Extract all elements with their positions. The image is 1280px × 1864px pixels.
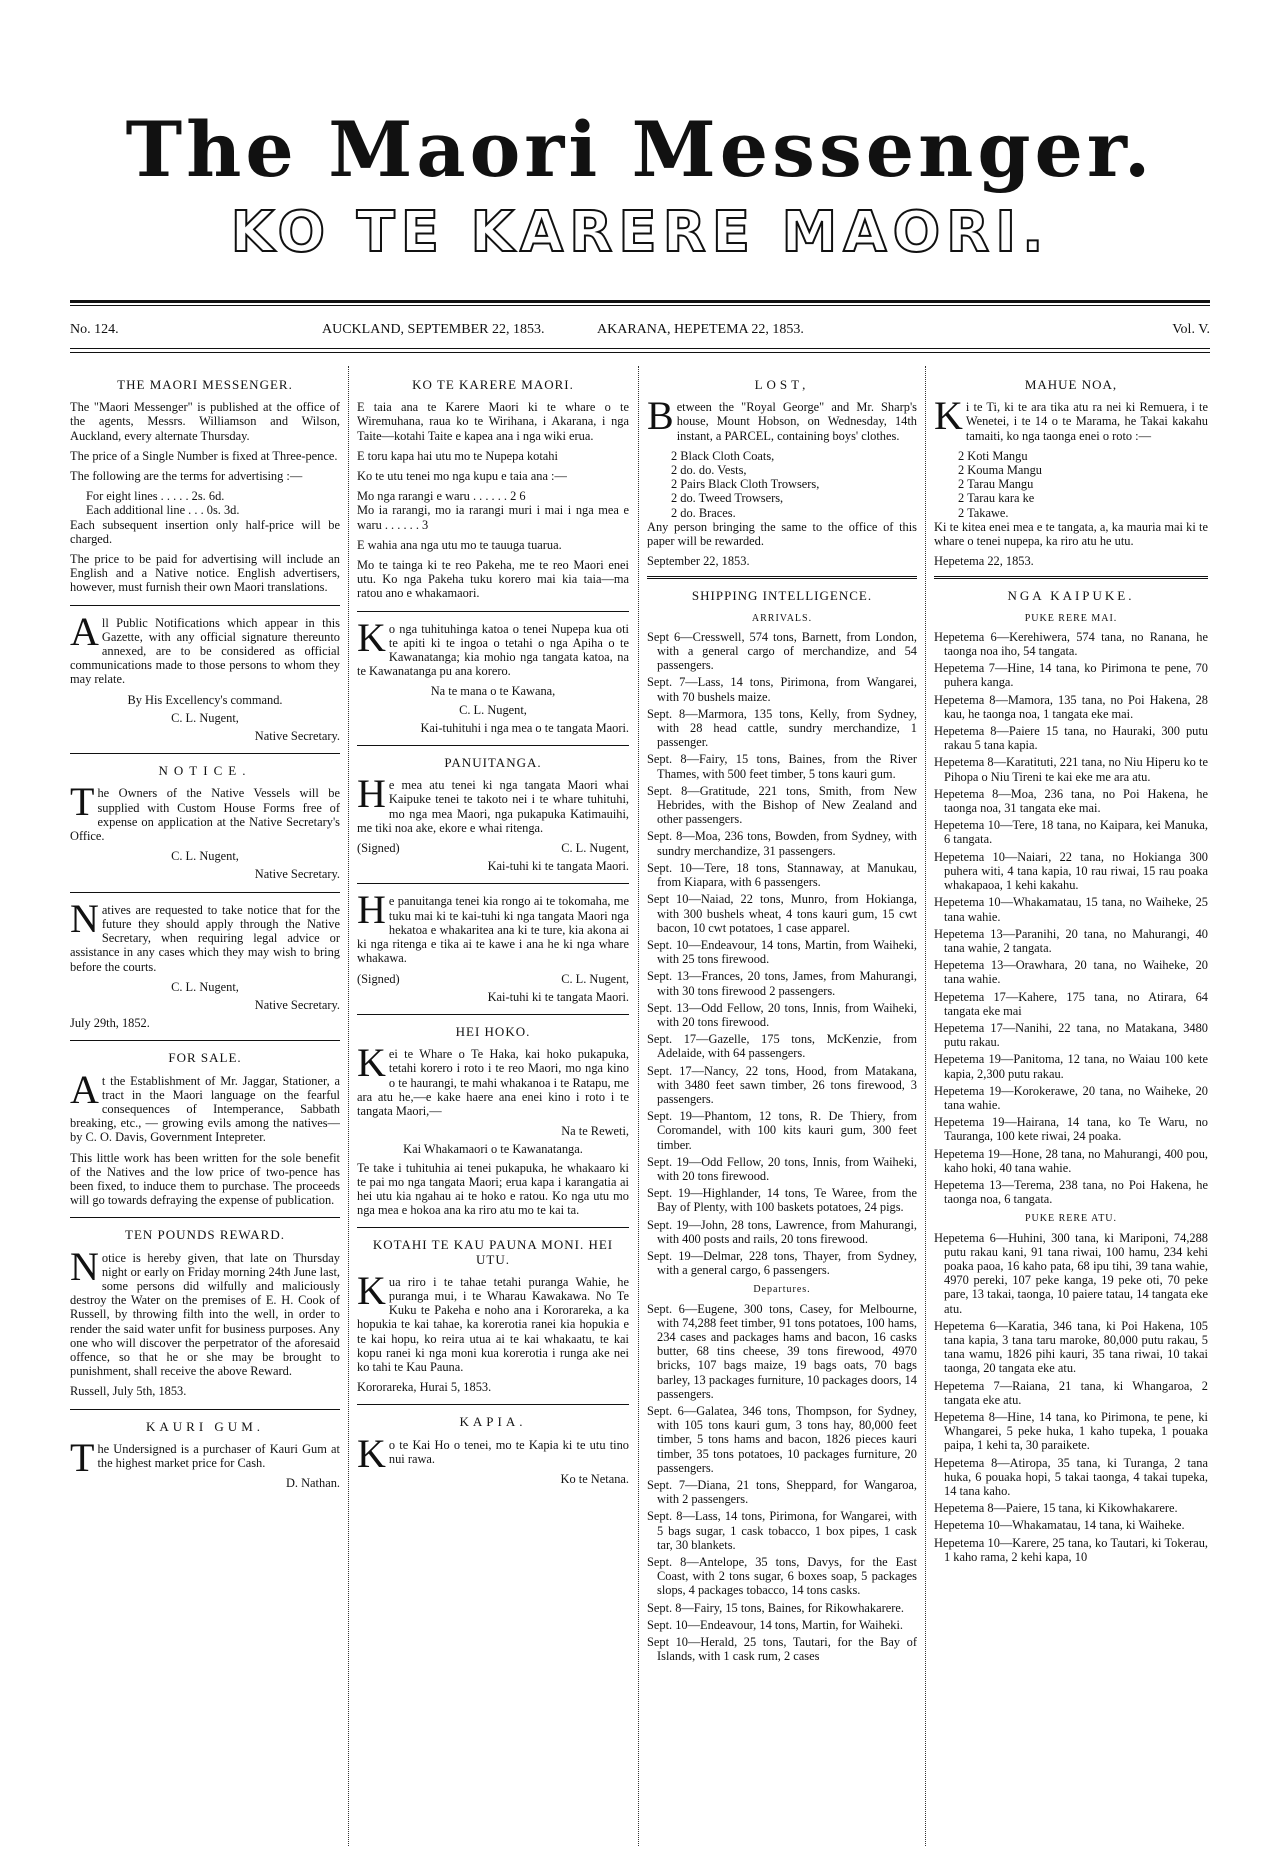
signature: C. L. Nugent, — [561, 841, 629, 856]
signature-title: Kai-tuhituhi i nga mea o te tangata Maori. — [420, 720, 629, 735]
rate-line: Mo nga rarangi e waru . . . . . . 2 6 — [357, 489, 526, 504]
masthead-rule-thin — [70, 305, 1210, 306]
signature-title: Kai-tuhi ki te tangata Maori. — [487, 859, 629, 874]
command-line: Na te mana o te Kawana, — [430, 684, 556, 699]
paragraph: Between the "Royal George" and Mr. Sharp's house, Mount Hobson, on Wednesday, 14th instant, a PARCEL, containing boys' clothes. — [647, 393, 917, 443]
paragraph: E taia ana te Karere Maori ki te whare o te Wiremuhana, raua ko te Wirihana, i Akarana, i nga Taite—kotahi Taite e kapea ana i nga wiki erua. — [357, 400, 629, 443]
heading-lost: LOST, — [754, 377, 810, 392]
date: July 29th, 1852. — [70, 1016, 150, 1031]
dateline-rule — [70, 348, 1210, 349]
paragraph: The price to be paid for advertising will include an English and a Native notice. English advertisers, however, must furnish their own Maori translations. — [70, 552, 340, 595]
dateline-rule-2 — [70, 352, 1210, 353]
column-separator — [638, 366, 639, 1846]
shipping-entry: Hepetema 8—Karatituti, 221 tana, no Niu Hiperu ko te Pihopa o Niu Tireni te kai eke me ara atu. — [934, 755, 1208, 784]
signature: C. L. Nugent, — [561, 971, 629, 986]
signed-label: (Signed) — [357, 841, 400, 856]
shipping-entry: Sept. 8—Moa, 236 tons, Bowden, from Sydney, with sundry merchandize, 31 passengers. — [647, 829, 917, 858]
shipping-entry: Hepetema 19—Korokerawe, 20 tana, no Waiheke, 20 tana wahie. — [934, 1083, 1208, 1112]
shipping-entry: Sept. 19—Delmar, 228 tons, Thayer, from Sydney, with a general cargo, 6 passengers. — [647, 1248, 917, 1278]
divider — [70, 753, 340, 754]
list-item: 2 Takawe. — [958, 505, 1009, 520]
volume-number: Vol. V. — [1172, 322, 1210, 337]
paragraph: Each subsequent insertion only half-price will be charged. — [70, 517, 340, 546]
divider — [70, 1040, 340, 1041]
date: Russell, July 5th, 1853. — [70, 1384, 187, 1399]
shipping-entry: Sept. 17—Nancy, 22 tons, Hood, from Matakana, with 3480 feet sawn timber, 26 tons firewood, 3 passengers. — [647, 1063, 917, 1106]
signature: C. L. Nugent, — [171, 979, 239, 994]
paragraph: Kua riro i te tahae tetahi puranga Wahie, he puranga mui, i te Wharau Kawakawa. No Te Kuku te Pakeha e noho ana i Kororareka, a ka hopukia te kai tahae, ka korerotia ranei kia hopukia e te kai hopu, ko reira utua ai te kai whakaatu, te kai kopu ranei ki nga moni kua korerotia i runga ake nei ko tahi te Kau Pauna. — [357, 1267, 629, 1374]
list-item: 2 do. Tweed Trowsers, — [671, 491, 784, 506]
heading-hei-hoko: HEI HOKO. — [455, 1023, 531, 1039]
shipping-entry: Sept. 10—Endeavour, 14 tons, Martin, from Waiheki, with 25 tons firewood. — [647, 937, 917, 967]
paragraph: Notice is hereby given, that late on Thursday night or early on Friday morning 24th June last, some persons did wilfully and maliciously destroy the Water on the premises of E. H. Cook of Russell, by throwing filth into the well, in order to render the said water unfit for business purposes. Any one who will discover the perpetrator of the aforesaid offence, so that he or she may be brought to punishment, shall receive the above Reward. — [70, 1243, 340, 1379]
shipping-entry: Sept. 13—Odd Fellow, 20 tons, Innis, from Waiheki, with 20 tons firewood. — [647, 1000, 917, 1029]
rate-line: For eight lines . . . . . 2s. 6d. — [86, 489, 225, 504]
paragraph: Ki te kitea enei mea e te tangata, a, ka mauria mai ki te whare o tenei nupepa, ka riro atu he utu. — [934, 519, 1208, 549]
shipping-entry: Hepetema 10—Whakamatau, 14 tana, ki Waiheke. — [934, 1518, 1185, 1533]
paragraph: Ko nga tuhituhinga katoa o tenei Nupepa kua oti te apiti ki te ingoa o tetahi o nga Apiha o te Kawanatanga; kia mohio nga tangata katoa, na te Kawanatanga pu ana korero. — [357, 614, 629, 679]
departures-list — [934, 1231, 1208, 1564]
divider — [357, 883, 629, 884]
signature-row — [357, 841, 629, 855]
shipping-entry: Hepetema 6—Karatia, 346 tana, ki Poi Hakena, 105 tana kapia, 3 tana taru maroke, 80,000 putu rakau, 5 tana wamu, 1826 pihi kauri, 35 tana riwai, 10 takai taonga, 20 tangata eke atu. — [934, 1318, 1208, 1376]
signature-title: Kai-tuhi ki te tangata Maori. — [487, 989, 629, 1004]
shipping-entry: Hepetema 19—Hairana, 14 tana, ko Te Waru, no Tauranga, 100 kete riwai, 24 poaka. — [934, 1115, 1208, 1144]
subheading-arrivals: ARRIVALS. — [751, 612, 813, 624]
arrivals-list — [934, 630, 1208, 1207]
divider — [357, 745, 629, 746]
shipping-entry: Sept. 8—Marmora, 135 tons, Kelly, from Sydney, with 28 head cattle, sundry merchandize, 1 passenger. — [647, 706, 917, 750]
paragraph: Kei te Whare o Te Haka, kai hoko pukapuka, tetahi korero i roto i te reo Maori, mo nga kino o te haurangi, te mahi whakanoa i te Ratapu, me ara atu he,—e kake haere ana enei kino i roto i te tangata Maori,— — [357, 1040, 629, 1118]
shipping-entry: Sept. 8—Antelope, 35 tons, Davys, for the East Coast, with 2 tons sugar, 6 boxes soap, 5 packages slops, 4 packages tobacco, 14 tons casks. — [647, 1555, 917, 1598]
shipping-entry: Hepetema 8—Hine, 14 tana, ko Pirimona, te pene, ki Whangarei, 5 peke huka, 1 kaho tupeka, 1 pouaka paipa, 1 kehi ta, 30 paraikete. — [934, 1410, 1208, 1453]
divider — [934, 576, 1208, 579]
heading-for-sale: FOR SALE. — [168, 1050, 242, 1066]
paragraph: He mea atu tenei ki nga tangata Maori whai Kaipuke tenei te takoto nei i te whare tuhituhi, mo nga mea Maori, nga pukapuka Katimauihi, me tiki noa ake, ekore e whai ritenga. — [357, 771, 629, 835]
paragraph: Mo te tainga ki te reo Pakeha, me te reo Maori enei utu. Ko nga Pakeha tuku korero mai kia taia—ma ratou ano e whakamaori. — [357, 558, 629, 601]
shipping-entry: Sept. 8—Fairy, 15 tons, Baines, from the River Thames, with 500 feet timber, 5 tons kauri gum. — [647, 752, 917, 781]
signature: Na te Reweti, — [561, 1124, 629, 1139]
shipping-entry: Sept. 7—Diana, 21 tons, Sheppard, for Wangaroa, with 2 passengers. — [647, 1478, 917, 1507]
divider — [357, 611, 629, 612]
shipping-entry: Hepetema 6—Kerehiwera, 574 tana, no Ranana, he taonga noa iho, 54 tangata. — [934, 629, 1208, 659]
heading-kauri-gum: KAURI GUM. — [146, 1418, 264, 1434]
list-item: 2 Tarau kara ke — [958, 491, 1035, 506]
list-item: 2 Black Cloth Coats, — [671, 448, 775, 463]
list-item: 2 Tarau Mangu — [958, 477, 1034, 492]
subheading-arrivals: PUKE RERE MAI. — [1024, 612, 1118, 624]
shipping-entry: Hepetema 10—Whakamatau, 15 tana, no Waiheke, 25 tana wahie. — [934, 895, 1208, 924]
masthead-title: The Maori Messenger. — [125, 105, 1155, 194]
paragraph: E wahia ana nga utu mo te tauuga tuarua. — [357, 537, 562, 552]
date: Hepetema 22, 1853. — [934, 554, 1034, 569]
masthead-rule — [70, 300, 1210, 303]
column-2 — [357, 368, 629, 1490]
list-item: 2 do. Braces. — [671, 505, 736, 520]
divider — [357, 1404, 629, 1405]
signature-row — [357, 972, 629, 986]
shipping-entry: Sept. 13—Frances, 20 tons, James, from Mahurangi, with 30 tons firewood 2 passengers. — [647, 969, 917, 998]
date: Kororareka, Hurai 5, 1853. — [357, 1380, 492, 1395]
column-separator — [925, 366, 926, 1846]
heading-reward: TEN POUNDS REWARD. — [125, 1227, 285, 1243]
lost-items-list — [934, 449, 1208, 520]
signature-title: Native Secretary. — [254, 867, 340, 882]
rate-line: Mo ia rarangi, mo ia rarangi muri i mai i nga mea e waru . . . . . . 3 — [357, 503, 629, 532]
signed-label: (Signed) — [357, 971, 400, 986]
shipping-entry: Hepetema 10—Karere, 25 tana, ko Tautari, ki Tokerau, 1 kaho rama, 2 kehi kapa, 10 — [934, 1535, 1208, 1564]
shipping-entry: Hepetema 8—Paiere 15 tana, no Hauraki, 300 putu rakau 5 tana kapia. — [934, 724, 1208, 753]
divider — [647, 576, 917, 579]
shipping-entry: Hepetema 10—Naiari, 22 tana, no Hokianga 300 puhera witi, 4 tana kapia, 10 rau riwai, 15 rau poaka whakapaoa, 1 kehi kakahu. — [934, 849, 1208, 893]
signature-title: Native Secretary. — [254, 729, 340, 744]
list-item: 2 Kouma Mangu — [958, 463, 1042, 478]
shipping-entry: Sept 10—Naiad, 22 tons, Munro, from Hokianga, with 300 bushels wheat, 4 tons kauri gum, 15 cwt bacon, 10 cwt potatoes, 1 case apparel. — [647, 892, 917, 935]
shipping-entry: Hepetema 8—Mamora, 135 tana, no Poi Hakena, 28 kau, he taonga noa, 1 tangata eke mai. — [934, 692, 1208, 721]
shipping-entry: Hepetema 13—Paranihi, 20 tana, no Mahurangi, 40 tana wahie, 2 tangata. — [934, 926, 1208, 955]
shipping-entry: Sept. 6—Eugene, 300 tons, Casey, for Melbourne, with 74,288 feet timber, 91 tons potatoes, 100 hams, 234 cases and packages hams and bacon, 16 casks butter, 68 tins cheese, 39 tons firewood, 4970 bricks, 107 bags maize, 19 bags oats, 70 bags barley, 13 packages furniture, 10 packages doors, 14 passengers. — [647, 1301, 917, 1401]
paragraph: This little work has been written for the sole benefit of the Natives and the low price of two-pence has been fixed, to induce them to purchase. The proceeds will go towards defraying the expense of publication. — [70, 1150, 340, 1208]
subheading-departures: PUKE RERE ATU. — [1024, 1213, 1118, 1225]
shipping-entry: Hepetema 13—Terema, 238 tana, no Poi Hakena, he taonga noa, 6 tangata. — [934, 1177, 1208, 1207]
departures-list — [647, 1302, 917, 1664]
heading-maori-messenger: THE MAORI MESSENGER. — [117, 377, 293, 392]
list-item: 2 Koti Mangu — [958, 448, 1028, 463]
heading-karere-maori: KO TE KARERE MAORI. — [412, 377, 574, 392]
shipping-entry: Hepetema 8—Moa, 236 tana, no Poi Hakena, he taonga noa, 31 tangata eke mai. — [934, 786, 1208, 816]
paragraph: Ki te Ti, ki te ara tika atu ra nei ki Remuera, i te Wenetei, i te 14 o te Marama, he Takai kakahu tamaiti, ko nga taonga enei o roto :— — [934, 393, 1208, 443]
shipping-entry: Hepetema 6—Huhini, 300 tana, ki Mariponi, 74,288 putu rakau kani, 91 tana riwai, 100 hamu, 234 kehi poaka paoa, 16 kaho pata, 68 ipu tihi, 39 tana wahie, 4970 pereki, 107 peke kanga, 19 peke oti, 70 peke pare, 13 takai, taonga, 10 paiere tatau, 14 tangata eke atu. — [934, 1230, 1208, 1316]
column-separator — [348, 366, 349, 1846]
shipping-entry: Sept. 19—John, 28 tons, Lawrence, from Mahurangi, with 400 posts and rails, 20 tons firewood. — [647, 1217, 917, 1246]
rate-line: Each additional line . . . 0s. 3d. — [86, 503, 240, 518]
shipping-entry: Sept. 7—Lass, 14 tons, Pirimona, from Wangarei, with 70 bushels maize. — [647, 675, 917, 704]
list-item: 2 Pairs Black Cloth Trowsers, — [671, 477, 820, 492]
list-item: 2 do. do. Vests, — [671, 463, 747, 478]
column-3 — [647, 368, 917, 1666]
paragraph: The Owners of the Native Vessels will be supplied with Custom House Forms free of expense on application at the Native Secretary's Office. — [70, 779, 340, 844]
heading-kaipuke: NGA KAIPUKE. — [1007, 588, 1135, 604]
column-4 — [934, 368, 1208, 1567]
heading-panuitanga: PANUITANGA. — [444, 755, 542, 771]
paragraph: Any person bringing the same to the office of this paper will be rewarded. — [647, 519, 917, 549]
shipping-entry: Hepetema 13—Orawhara, 20 tana, no Waiheke, 20 tana wahie. — [934, 958, 1208, 987]
divider — [357, 1014, 629, 1015]
divider — [357, 1227, 629, 1228]
shipping-entry: Sept. 10—Endeavour, 14 tons, Martin, for Waiheki. — [647, 1617, 904, 1632]
shipping-entry: Sept 10—Herald, 25 tons, Tautari, for the Bay of Islands, with 1 cask rum, 2 cases — [647, 1635, 917, 1664]
divider — [70, 605, 340, 606]
heading-reward-maori: KOTAHI TE KAU PAUNA MONI. HEI UTU. — [372, 1237, 614, 1267]
subheading-departures: Departures. — [753, 1284, 811, 1296]
signature: Ko te Netana. — [560, 1471, 629, 1486]
paragraph: The "Maori Messenger" is published at the office of the agents, Messrs. Williamson and Wilson, Auckland, every alternate Thursday. — [70, 400, 340, 443]
shipping-entry: Hepetema 17—Kahere, 175 tana, no Atirara, 64 tangata eke mai — [934, 989, 1208, 1018]
lost-items-list — [647, 449, 917, 520]
paragraph: Te take i tuhituhia ai tenei pukapuka, he whakaaro ki te pai mo nga tangata Maori; erua kapa i karangatia ai hei utu kia ngahau ai te hoko e ratou. Ko nga utu mo nga mea e hokoa ana ka riro atu mo te kai ta. — [357, 1160, 629, 1218]
paragraph: Ko te Kai Ho o tenei, mo te Kapia ki te utu tino nui rawa. — [357, 1430, 629, 1476]
command-line: By His Excellency's command. — [127, 692, 283, 707]
paragraph: E toru kapa hai utu mo te Nupepa kotahi — [357, 448, 558, 463]
shipping-entry: Sept. 8—Fairy, 15 tons, Baines, for Rikowhakarere. — [647, 1600, 904, 1615]
heading-shipping: SHIPPING INTELLIGENCE. — [691, 588, 873, 604]
shipping-entry: Sept 6—Cresswell, 574 tons, Barnett, from London, with a general cargo of merchandize, and 54 passengers. — [647, 629, 917, 673]
shipping-entry: Hepetema 7—Hine, 14 tana, ko Pirimona te pene, 70 puhera kanga. — [934, 661, 1208, 690]
date-maori: AKARANA, HEPETEMA 22, 1853. — [597, 322, 804, 337]
paragraph: He panuitanga tenei kia rongo ai te tokomaha, me tuku mai ki te kai-tuhi ki nga tangata Maori nga hekatoa e whakaritea ana ki te ture, kia akona ai ki nga ritenga e tika ai te kawe i ana he ki nga whare whakawa. — [357, 887, 629, 966]
masthead-subtitle: KO TE KARERE MAORI. — [230, 200, 1050, 265]
heading-notice: NOTICE. — [158, 763, 252, 779]
shipping-entry: Hepetema 10—Tere, 18 tana, no Kaipara, kei Manuka, 6 tangata. — [934, 818, 1208, 847]
paragraph: Ko te utu tenei mo nga kupu e taia ana :— — [357, 469, 567, 484]
signature: C. L. Nugent, — [171, 849, 239, 864]
paragraph: All Public Notifications which appear in this Gazette, with any official signature thereunto annexed, are to be considered as official communications made to those persons to whom they may relate. — [70, 608, 340, 687]
shipping-entry: Sept. 10—Tere, 18 tons, Stannaway, at Manukau, from Kiapara, with 6 passengers. — [647, 860, 917, 890]
signature-title: Native Secretary. — [254, 997, 340, 1012]
shipping-entry: Hepetema 8—Paiere, 15 tana, ki Kikowhakarere. — [934, 1501, 1178, 1516]
shipping-entry: Hepetema 17—Nanihi, 22 tana, no Matakana, 3480 putu rakau. — [934, 1020, 1208, 1050]
divider — [70, 892, 340, 893]
column-1 — [70, 368, 340, 1494]
paragraph: The following are the terms for advertising :— — [70, 469, 303, 484]
shipping-entry: Sept. 19—Odd Fellow, 20 tons, Innis, from Waiheki, with 20 tons firewood. — [647, 1154, 917, 1183]
dateline — [70, 322, 1210, 342]
shipping-entry: Sept. 8—Gratitude, 221 tons, Smith, from New Hebrides, with the Bishop of New Zealand and other passengers. — [647, 783, 917, 827]
shipping-entry: Sept. 8—Lass, 14 tons, Pirimona, for Wangarei, with 5 bags sugar, 1 cask tobacco, 1 box pipes, 1 cask tar, 30 blankets. — [647, 1509, 917, 1552]
shipping-entry: Hepetema 19—Panitoma, 12 tana, no Waiau 100 kete kapia, 2,300 putu rakau. — [934, 1052, 1208, 1081]
heading-mahue-noa: MAHUE NOA, — [1024, 377, 1118, 392]
shipping-entry: Sept. 17—Gazelle, 175 tons, McKenzie, from Adelaide, with 64 passengers. — [647, 1032, 917, 1061]
issue-number: No. 124. — [70, 322, 119, 337]
signature-title: Kai Whakamaori o te Kawanatanga. — [403, 1142, 583, 1157]
shipping-entry: Sept. 19—Highlander, 14 tons, Te Waree, from the Bay of Plenty, with 100 baskets potatoes, 24 pigs. — [647, 1186, 917, 1215]
arrivals-list — [647, 630, 917, 1278]
signature: C. L. Nugent, — [459, 702, 527, 717]
shipping-entry: Hepetema 8—Atiropa, 35 tana, ki Turanga, 2 tana huka, 6 pouaka hopi, 5 takai taonga, 4 takai tupeka, 14 tana kaho. — [934, 1455, 1208, 1499]
date: September 22, 1853. — [647, 554, 750, 569]
signature: D. Nathan. — [285, 1476, 340, 1491]
paragraph: Natives are requested to take notice that for the future they should apply through the Native Secretary, when requiring legal advice or assistance in any cases which they may wish to bring before the courts. — [70, 895, 340, 974]
date-english: AUCKLAND, SEPTEMBER 22, 1853. — [322, 322, 545, 337]
paragraph: At the Establishment of Mr. Jaggar, Stationer, a tract in the Maori language on the fearful consequences of Intemperance, Sabbath breaking, etc., — growing evils among the natives—by C. O. Davis, Government Intepreter. — [70, 1066, 340, 1145]
shipping-entry: Sept. 6—Galatea, 346 tons, Thompson, for Sydney, with 105 tons kauri gum, 3 tons hay, 80,000 feet timber, 5 tons hams and bacon, 1826 pieces kauri timber, 35 tons potatoes, 10 packages furniture, 20 passengers. — [647, 1404, 917, 1475]
shipping-entry: Sept. 19—Phantom, 12 tons, R. De Thiery, from Coromandel, with 100 kits kauri gum, 300 feet timber. — [647, 1109, 917, 1152]
divider — [70, 1409, 340, 1410]
divider — [70, 1217, 340, 1218]
paragraph: The Undersigned is a purchaser of Kauri Gum at the highest market price for Cash. — [70, 1434, 340, 1480]
heading-kapia: KAPIA. — [459, 1414, 527, 1430]
shipping-entry: Hepetema 7—Raiana, 21 tana, ki Whangaroa, 2 tangata eke atu. — [934, 1378, 1208, 1407]
paragraph: The price of a Single Number is fixed at Three-pence. — [70, 448, 338, 463]
signature: C. L. Nugent, — [171, 710, 239, 725]
shipping-entry: Hepetema 19—Hone, 28 tana, no Mahurangi, 400 pou, kaho hoki, 40 tana wahie. — [934, 1146, 1208, 1175]
